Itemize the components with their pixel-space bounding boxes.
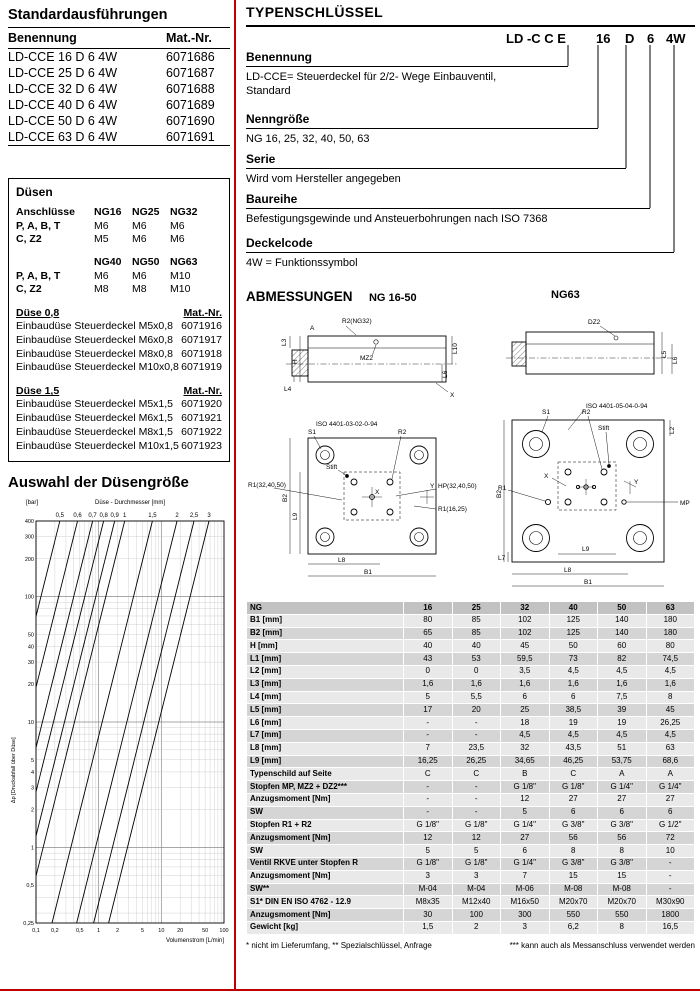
dimension-table-row: SW - - 5 6 6 6 — [247, 807, 694, 819]
abmessungen-title: ABMESSUNGEN — [246, 289, 353, 304]
standard-row-matnr: 6071688 — [166, 82, 215, 96]
dimension-table-row: L3 [mm] 1,6 1,6 1,6 1,6 1,6 1,6 — [247, 679, 694, 691]
benennung-text-line2: Standard — [246, 85, 291, 98]
duesen-group2-rows — [16, 270, 222, 297]
label-hp-32-40-50: HP(32,40,50) — [438, 483, 477, 490]
standard-row-matnr: 6071689 — [166, 98, 215, 112]
type-code-deckelcode: 4W — [666, 31, 686, 46]
standardausfuehrungen-title: Standardausführungen — [8, 6, 230, 28]
dimension-table-row: L8 [mm] 7 23,5 32 43,5 51 63 — [247, 743, 694, 755]
label-x-side: X — [450, 392, 455, 399]
dimension-table-row: L2 [mm] 0 0 3,5 4,5 4,5 4,5 — [247, 666, 694, 678]
nozzle-chart — [8, 495, 230, 947]
dim-row-label: SW — [247, 807, 403, 819]
label-iso-4401-05: ISO 4401-05-04-0-94 — [586, 403, 648, 410]
dim-row-label: Stopfen MP, MZ2 + DZ2*** — [247, 781, 403, 793]
dim-col-ng: NG — [247, 602, 403, 614]
svg-text:2: 2 — [30, 807, 34, 814]
svg-text:5: 5 — [140, 928, 145, 934]
dimension-table-body — [247, 615, 694, 934]
dim-row-label: L1 [mm] — [247, 653, 403, 665]
standard-row-matnr: 6071686 — [166, 50, 215, 64]
dimension-table-row: SW** M-04 M-04 M-06 M-08 M-08 - — [247, 884, 694, 896]
svg-text:1: 1 — [30, 845, 34, 852]
footnotes — [246, 941, 695, 950]
standard-row-name: LD-CCE 25 D 6 4W — [8, 66, 118, 80]
svg-text:5: 5 — [30, 757, 34, 764]
dim-row-label: L9 [mm] — [247, 756, 403, 768]
svg-text:0,5: 0,5 — [75, 928, 84, 934]
label-stift: Stift — [326, 464, 338, 471]
dim-row-label: L3 [mm] — [247, 679, 403, 691]
label-l9-ng63: L9 — [582, 546, 590, 553]
label-r2ng32: R2(NG32) — [342, 318, 372, 325]
section-serie — [246, 152, 626, 186]
drawing-ng16-50 — [246, 306, 496, 600]
duesen-title: Düsen — [16, 185, 53, 199]
abmessungen-ng16-50-label: NG 16-50 — [368, 292, 417, 304]
svg-text:20: 20 — [27, 682, 34, 689]
label-s1-ng63: S1 — [542, 409, 550, 416]
dim-col-25: 25 — [453, 602, 501, 614]
svg-text:3: 3 — [30, 785, 34, 792]
svg-text:0,5: 0,5 — [55, 513, 64, 519]
dimension-table-row: Anzugsmoment [Nm] - - 12 27 27 27 — [247, 794, 694, 806]
footnote-left: * nicht im Lieferumfang, ** Spezialschlüssel, Anfrage — [246, 940, 432, 950]
label-x-top: X — [375, 489, 380, 496]
standard-row — [8, 97, 230, 113]
auswahl-title: Auswahl der Düsengröße — [8, 474, 189, 491]
top-view — [308, 438, 436, 554]
dimension-table-row: L4 [mm] 5 5,5 6 6 7,5 8 — [247, 692, 694, 704]
svg-text:0,1: 0,1 — [32, 928, 40, 934]
label-r1-32-40-50: R1(32,40,50) — [248, 482, 286, 489]
section-serie-label: Serie — [246, 152, 626, 169]
side-view-ng63 — [506, 332, 672, 374]
standard-row-matnr: 6071691 — [166, 130, 215, 144]
label-l8-ng63: L8 — [564, 567, 572, 574]
section-baureihe-label: Baureihe — [246, 192, 650, 209]
dimension-table-row: Gewicht [kg] 1,5 2 3 6,2 8 16,5 — [247, 922, 694, 934]
dim-row-label: L4 [mm] — [247, 692, 403, 704]
dim-row-label: Gewicht [kg] — [247, 922, 403, 934]
label-l6: L6 — [442, 370, 449, 378]
svg-text:50: 50 — [202, 928, 209, 934]
standard-row — [8, 81, 230, 97]
duesen-row: P, A, B, T M6 M6 M6 — [16, 219, 185, 232]
duesen-group2-header — [16, 256, 222, 270]
col-ng32: NG32 — [170, 206, 198, 218]
standard-row-matnr: 6071687 — [166, 66, 215, 80]
svg-text:10: 10 — [27, 720, 34, 726]
dimension-table — [246, 601, 695, 935]
section-deckelcode-label: Deckelcode — [246, 236, 674, 253]
type-code-base: LD -C C E — [506, 31, 566, 46]
section-baureihe — [246, 192, 650, 226]
label-y-ng63: Y — [634, 479, 639, 486]
right-column — [246, 0, 695, 1005]
duesen-row: C, Z2 M5 M6 M6 — [16, 233, 185, 246]
nozzle-chart-svg — [8, 495, 230, 947]
dim-row-label: Anzugsmoment [Nm] — [247, 871, 403, 883]
dimension-table-row: Anzugsmoment [Nm] 30 100 300 550 550 1800 — [247, 909, 694, 921]
label-l5: L5 — [661, 350, 668, 358]
dimension-table-row: Ventil RKVE unter Stopfen R G 1/8" G 1/8" G 1/4" G 3/8" G 3/8" - — [247, 858, 694, 870]
svg-text:2: 2 — [115, 928, 120, 934]
label-l10: L10 — [452, 343, 459, 354]
duesen-group1-header — [16, 206, 222, 220]
label-stift-ng63: Stift — [598, 425, 610, 432]
svg-text:200: 200 — [24, 556, 34, 563]
duesen-row: P, A, B, T M6 M6 M10 — [16, 269, 191, 282]
label-l7: L7 — [498, 555, 506, 562]
duese-row: Einbaudüse Steuerdeckel M10x0,8 6071919 — [16, 361, 222, 374]
svg-text:Volumenstrom [L/min]: Volumenstrom [L/min] — [165, 938, 224, 944]
dimension-table-row: Stopfen MP, MZ2 + DZ2*** - - G 1/8" G 1/8" G 1/4" G 1/4" — [247, 781, 694, 793]
dim-row-label: L8 [mm] — [247, 743, 403, 755]
dimension-table-row: L1 [mm] 43 53 59,5 73 82 74,5 — [247, 653, 694, 665]
dimension-table-row: S1* DIN EN ISO 4762 - 12.9 M8x35 M12x40 M16x50 M20x70 M20x70 M30x90 — [247, 896, 694, 908]
dimension-table-row: L6 [mm] - - 18 19 19 26,25 — [247, 717, 694, 729]
dim-col-63: 63 — [647, 602, 695, 614]
svg-text:0,25: 0,25 — [23, 921, 34, 927]
section-deckelcode — [246, 236, 674, 270]
duese-row: Einbaudüse Steuerdeckel M6x0,8 6071917 — [16, 333, 222, 346]
section-benennung — [246, 50, 568, 99]
label-b2-ng63: B2 — [496, 490, 503, 498]
label-l8: L8 — [338, 557, 346, 564]
dim-row-label: S1* DIN EN ISO 4762 - 12.9 — [247, 896, 403, 908]
type-code-size: 16 — [596, 31, 611, 46]
svg-text:1,5: 1,5 — [148, 513, 157, 519]
red-divider-vertical — [234, 0, 236, 989]
left-column — [8, 6, 230, 947]
duesen-row: C, Z2 M8 M8 M10 — [16, 283, 191, 296]
svg-text:100: 100 — [219, 928, 229, 934]
dimension-table-header — [247, 602, 694, 614]
dim-row-label: Anzugsmoment [Nm] — [247, 909, 403, 921]
dim-row-label: B1 [mm] — [247, 615, 403, 627]
typenschluessel-block — [246, 4, 695, 286]
svg-text:0,7: 0,7 — [88, 513, 97, 519]
duese-row: Einbaudüse Steuerdeckel M5x0,8 6071916 — [16, 319, 222, 332]
svg-text:40: 40 — [27, 644, 34, 651]
label-l6-ng63: L6 — [672, 356, 679, 364]
standard-row — [8, 113, 230, 129]
duese-row: Einbaudüse Steuerdeckel M5x1,5 6071920 — [16, 398, 222, 411]
label-l9: L9 — [292, 512, 299, 520]
dim-row-label: L2 [mm] — [247, 666, 403, 678]
duese-row: Einbaudüse Steuerdeckel M10x1,5 6071923 — [16, 439, 222, 452]
standard-table — [8, 29, 230, 146]
label-l4: L4 — [284, 386, 292, 393]
standard-row — [8, 129, 230, 146]
duese08-header — [16, 307, 222, 319]
label-l2: L2 — [669, 426, 676, 434]
drawing-ng63 — [496, 306, 695, 600]
label-r1-ng63: R1 — [498, 485, 507, 492]
svg-text:0,5: 0,5 — [26, 883, 34, 890]
svg-text:3: 3 — [207, 513, 211, 519]
dimension-table-row: B1 [mm] 80 85 102 125 140 180 — [247, 615, 694, 627]
dim-row-label: Ventil RKVE unter Stopfen R — [247, 858, 403, 870]
svg-text:0,9: 0,9 — [110, 513, 119, 519]
dimension-drawings — [246, 306, 695, 600]
label-x-ng63: X — [544, 473, 549, 480]
svg-text:2: 2 — [175, 513, 179, 519]
standard-row-name: LD-CCE 40 D 6 4W — [8, 98, 118, 112]
standard-row-name: LD-CCE 63 D 6 4W — [8, 130, 118, 144]
standard-row-name: LD-CCE 16 D 6 4W — [8, 50, 118, 64]
col-ng25: NG25 — [132, 206, 160, 218]
svg-text:1: 1 — [122, 513, 127, 519]
duese08-rows — [16, 320, 222, 375]
duesen-box — [8, 178, 230, 462]
dimension-table-row: L7 [mm] - - 4,5 4,5 4,5 4,5 — [247, 730, 694, 742]
dimension-table-row: L5 [mm] 17 20 25 38,5 39 45 — [247, 704, 694, 716]
type-code-serie: D — [625, 31, 635, 46]
dim-row-label: B2 [mm] — [247, 628, 403, 640]
svg-text:2,5: 2,5 — [189, 513, 199, 519]
serie-text: Wird vom Hersteller angegeben — [246, 173, 401, 185]
dim-col-32: 32 — [501, 602, 549, 614]
standard-row — [8, 65, 230, 81]
dim-row-label: Stopfen R1 + R2 — [247, 820, 403, 832]
standard-row-name: LD-CCE 32 D 6 4W — [8, 82, 118, 96]
col-ng16: NG16 — [94, 206, 122, 218]
svg-text:0,8: 0,8 — [99, 513, 108, 519]
duese15-title: Düse 1,5 — [16, 385, 60, 398]
svg-text:50: 50 — [27, 632, 34, 639]
duese15-matnr-label: Mat.-Nr. — [183, 385, 222, 398]
dim-row-label: SW — [247, 845, 403, 857]
abmessungen-header — [246, 288, 695, 304]
section-benennung-label: Benennung — [246, 50, 568, 67]
dimension-table-row: SW 5 5 6 8 8 10 — [247, 845, 694, 857]
deckelcode-text: 4W = Funktionssymbol — [246, 257, 358, 269]
dimension-table-row: Stopfen R1 + R2 G 1/8" G 1/8" G 1/4" G 3/8" G 3/8" G 1/2" — [247, 820, 694, 832]
col-ng40: NG40 — [94, 255, 122, 268]
dimension-table-row: Anzugsmoment [Nm] 12 12 27 56 56 72 — [247, 832, 694, 844]
svg-text:4: 4 — [30, 769, 34, 776]
svg-text:30: 30 — [27, 660, 34, 667]
standard-row-matnr: 6071690 — [166, 114, 215, 128]
footnote-right: *** kann auch als Messanschluss verwendet werden — [509, 940, 695, 950]
dim-row-label: L5 [mm] — [247, 704, 403, 716]
dimension-table-row: Anzugsmoment [Nm] 3 3 7 15 15 - — [247, 871, 694, 883]
std-col-benennung: Benennung — [8, 29, 166, 49]
svg-text:0,6: 0,6 — [73, 513, 82, 519]
anschluesse-label: Anschlüsse — [16, 206, 75, 218]
label-mp: MP — [680, 500, 690, 507]
dimension-table-row: H [mm] 40 40 45 50 60 80 — [247, 640, 694, 652]
label-a: A — [310, 325, 315, 332]
top-view-dimensions — [274, 436, 436, 576]
top-view-ng63 — [512, 420, 664, 562]
svg-text:0,2: 0,2 — [51, 928, 59, 934]
col-ng50: NG50 — [132, 255, 160, 268]
duese-row: Einbaudüse Steuerdeckel M8x1,5 6071922 — [16, 426, 222, 438]
svg-text:1: 1 — [97, 928, 101, 934]
label-mz2: MZ2 — [360, 355, 373, 362]
baureihe-text: Befestigungsgewinde und Ansteuerbohrungen nach ISO 7368 — [246, 213, 548, 225]
label-l3: L3 — [281, 338, 288, 346]
abmessungen-ng63-label: NG63 — [551, 289, 580, 301]
dim-row-label: Anzugsmoment [Nm] — [247, 794, 403, 806]
label-y: Y — [430, 483, 435, 490]
label-dz2: DZ2 — [588, 319, 601, 326]
label-h: H — [292, 359, 299, 364]
side-view-ng63-labels — [586, 319, 679, 410]
dimension-table-row: B2 [mm] 65 85 102 125 140 180 — [247, 628, 694, 640]
label-r2-ng63: R2 — [582, 409, 591, 416]
standard-table-body — [8, 49, 230, 146]
duese15-header — [16, 385, 222, 397]
label-s1: S1 — [308, 429, 316, 436]
standard-row — [8, 49, 230, 66]
svg-text:100: 100 — [24, 594, 34, 601]
svg-text:400: 400 — [24, 519, 34, 525]
dim-row-label: L6 [mm] — [247, 717, 403, 729]
duese15-rows — [16, 398, 222, 453]
dimension-table-row: Typenschild auf Seite C C B C A A — [247, 768, 694, 780]
label-iso-4401-03: ISO 4401-03-02-0-94 — [316, 421, 378, 428]
typenschluessel-title: TYPENSCHLÜSSEL — [246, 4, 695, 27]
benennung-text-line1: LD-CCE= Steuerdeckel für 2/2- Wege Einbauventil, — [246, 71, 497, 83]
label-b1-ng63: B1 — [584, 579, 592, 586]
std-col-matnr: Mat.-Nr. — [166, 29, 230, 49]
label-b2: B2 — [282, 494, 289, 502]
label-r1-16-25: R1(16,25) — [438, 506, 467, 513]
svg-text:20: 20 — [177, 928, 184, 934]
duese08-title: Düse 0,8 — [16, 306, 60, 319]
duese-row: Einbaudüse Steuerdeckel M6x1,5 6071921 — [16, 412, 222, 425]
duese08-matnr-label: Mat.-Nr. — [183, 306, 222, 319]
dim-row-label: SW** — [247, 884, 403, 896]
section-nenngroesse — [246, 112, 598, 146]
standard-table-header — [8, 29, 230, 49]
dim-row-label: Anzugsmoment [Nm] — [247, 832, 403, 844]
section-nenngroesse-label: Nenngröße — [246, 112, 598, 129]
dim-col-16: 16 — [404, 602, 452, 614]
label-b1: B1 — [364, 569, 372, 576]
svg-text:300: 300 — [24, 534, 34, 541]
col-ng63: NG63 — [170, 255, 198, 268]
dim-col-40: 40 — [550, 602, 598, 614]
standard-row-name: LD-CCE 50 D 6 4W — [8, 114, 118, 128]
svg-text:10: 10 — [158, 928, 165, 934]
svg-text:[bar]: [bar] — [25, 500, 38, 506]
dim-row-label: H [mm] — [247, 640, 403, 652]
type-code-baureihe: 6 — [647, 31, 655, 46]
dim-row-label: L7 [mm] — [247, 730, 403, 742]
duese-row: Einbaudüse Steuerdeckel M8x0,8 6071918 — [16, 347, 222, 360]
dimension-table-row: L9 [mm] 16,25 26,25 34,65 46,25 53,75 68,6 — [247, 756, 694, 768]
duesen-group1-rows — [16, 220, 222, 247]
dim-col-50: 50 — [598, 602, 646, 614]
dim-row-label: Typenschild auf Seite — [247, 768, 403, 780]
svg-text:Düse - Durchmesser [mm]: Düse - Durchmesser [mm] — [94, 500, 166, 506]
nenngroesse-text: NG 16, 25, 32, 40, 50, 63 — [246, 133, 370, 145]
label-r2: R2 — [398, 429, 407, 436]
dimension-table-section — [246, 601, 695, 950]
svg-text:Δp [Druckabfall über Düse]: Δp [Druckabfall über Düse] — [11, 737, 17, 804]
